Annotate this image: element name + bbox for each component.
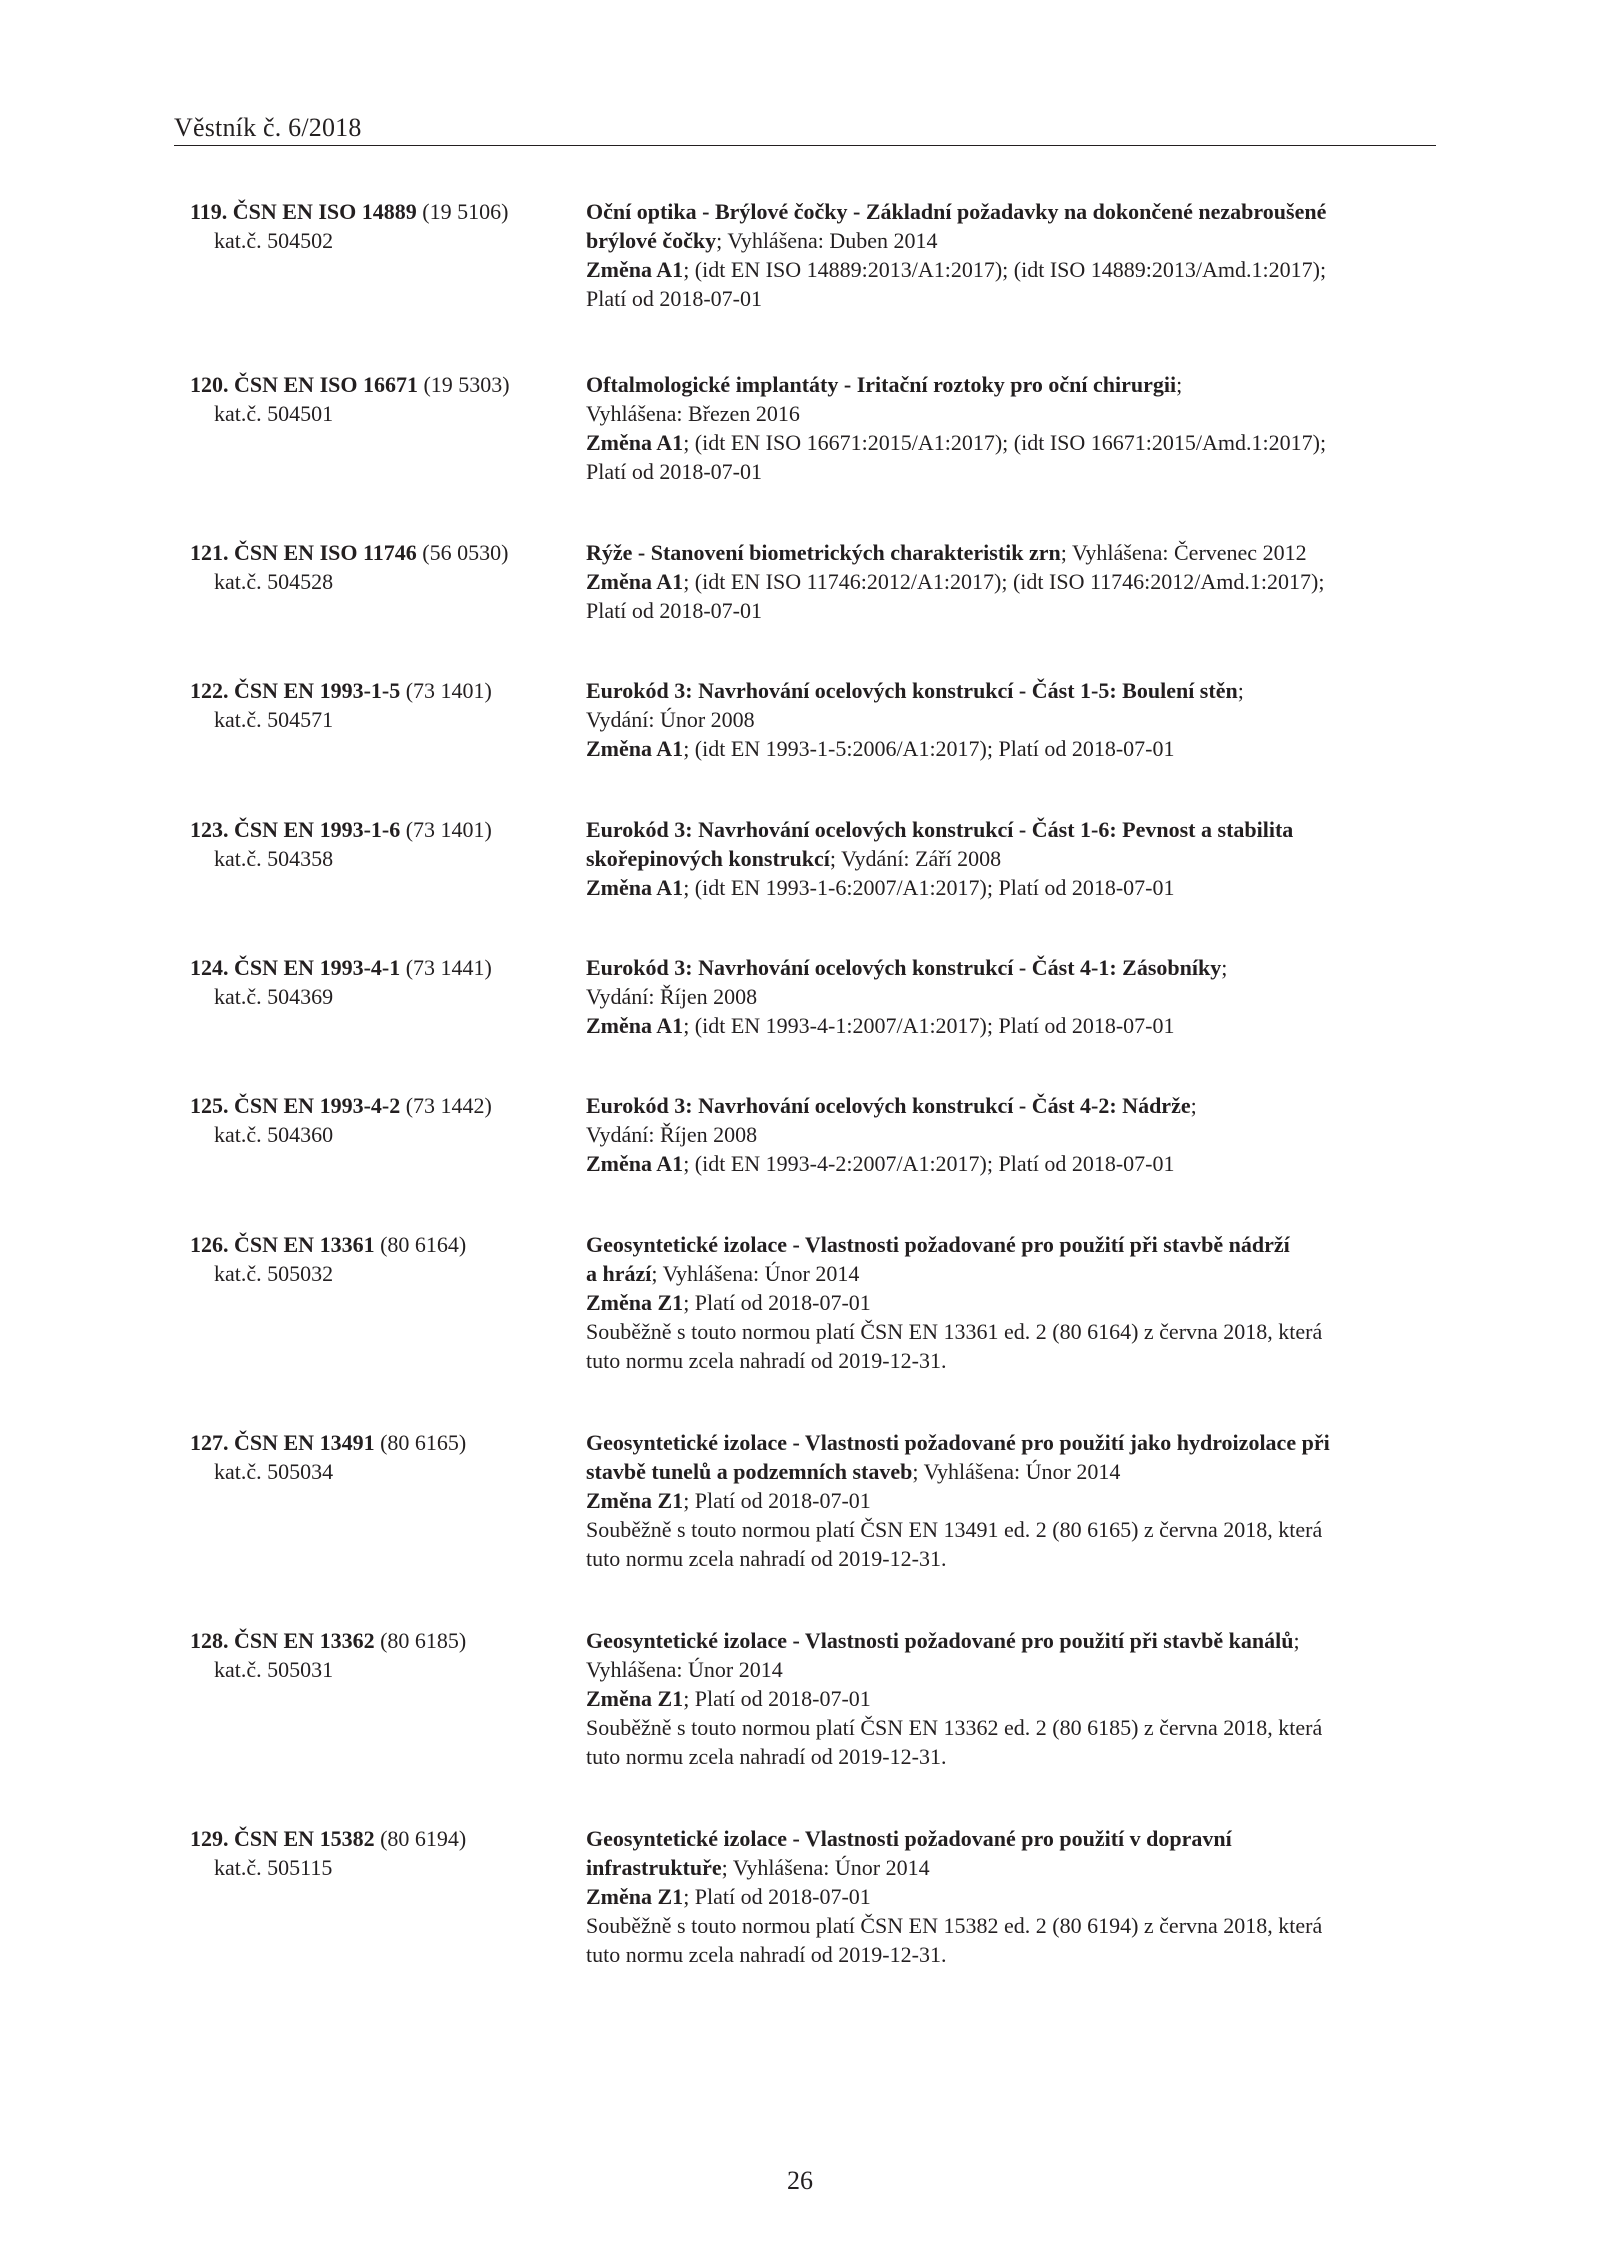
text-segment: Vydání: Říjen 2008 <box>586 984 758 1009</box>
text-segment: Platí od 2018-07-01 <box>586 598 762 623</box>
standard-description <box>586 953 1436 1040</box>
text-segment: ; Platí od 2018-07-01 <box>683 1884 871 1909</box>
bold-segment: Změna Z1 <box>586 1488 684 1513</box>
standard-code: ČSN EN 1993-4-1 <box>234 955 401 980</box>
bold-segment: Změna A1 <box>586 736 684 761</box>
standard-identifier <box>190 953 580 1011</box>
description-line <box>586 457 1436 486</box>
description-line <box>586 1091 1436 1120</box>
description-line <box>586 1120 1436 1149</box>
description-line <box>586 1428 1436 1457</box>
text-segment: ; Vyhlášena: Únor 2014 <box>912 1459 1121 1484</box>
text-segment: ; (idt EN 1993-1-6:2007/A1:2017); Platí od 2018-07-01 <box>683 875 1175 900</box>
bold-segment: Geosyntetické izolace - Vlastnosti požadované pro použití v dopravní <box>586 1826 1232 1851</box>
description-line <box>586 676 1436 705</box>
bulletin-title: Věstník č. 6/2018 <box>174 113 362 142</box>
standard-code-line <box>190 676 580 705</box>
description-line <box>586 1011 1436 1040</box>
entry-number: 127. <box>190 1430 229 1455</box>
text-segment: Souběžně s touto normou platí ČSN EN 13362 ed. 2 (80 6185) z června 2018, která <box>586 1715 1323 1740</box>
bold-segment: Geosyntetické izolace - Vlastnosti požadované pro použití jako hydroizolace při <box>586 1430 1330 1455</box>
text-segment: Platí od 2018-07-01 <box>586 286 762 311</box>
description-line <box>586 1288 1436 1317</box>
standard-description <box>586 676 1436 763</box>
classification-code: (19 5106) <box>422 199 509 224</box>
bold-segment: Eurokód 3: Navrhování ocelových konstrukcí - Část 4-2: Nádrže <box>586 1093 1191 1118</box>
description-line <box>586 1853 1436 1882</box>
description-line <box>586 370 1436 399</box>
text-segment: Souběžně s touto normou platí ČSN EN 15382 ed. 2 (80 6194) z června 2018, která <box>586 1913 1323 1938</box>
description-line <box>586 399 1436 428</box>
classification-code: (73 1401) <box>405 678 492 703</box>
text-segment: Vyhlášena: Březen 2016 <box>586 401 800 426</box>
classification-code: (56 0530) <box>422 540 509 565</box>
bold-segment: Eurokód 3: Navrhování ocelových konstrukcí - Část 4-1: Zásobníky <box>586 955 1222 980</box>
text-segment: Vyhlášena: Únor 2014 <box>586 1657 783 1682</box>
classification-code: (73 1441) <box>405 955 492 980</box>
text-segment: ; (idt EN ISO 11746:2012/A1:2017); (idt ISO 11746:2012/Amd.1:2017); <box>683 569 1325 594</box>
standard-description <box>586 1091 1436 1178</box>
description-line <box>586 873 1436 902</box>
classification-code: (19 5303) <box>423 372 510 397</box>
standard-code: ČSN EN 1993-4-2 <box>234 1093 401 1118</box>
description-line <box>586 734 1436 763</box>
description-line <box>586 705 1436 734</box>
description-line <box>586 1626 1436 1655</box>
description-line <box>586 1655 1436 1684</box>
entry-number: 126. <box>190 1232 229 1257</box>
bold-segment: Geosyntetické izolace - Vlastnosti požadované pro použití při stavbě kanálů <box>586 1628 1294 1653</box>
standard-code: ČSN EN 13361 <box>234 1232 375 1257</box>
bold-segment: Změna A1 <box>586 569 684 594</box>
entry-number: 128. <box>190 1628 229 1653</box>
standard-identifier <box>190 370 580 428</box>
catalog-number: kat.č. 504502 <box>214 228 334 253</box>
standard-code-line <box>190 1091 580 1120</box>
bold-segment: Oftalmologické implantáty - Iritační roztoky pro oční chirurgii <box>586 372 1177 397</box>
standard-code: ČSN EN ISO 16671 <box>234 372 418 397</box>
description-line <box>586 1940 1436 1969</box>
standard-description <box>586 1230 1436 1375</box>
description-line <box>586 1259 1436 1288</box>
bold-segment: brýlové čočky <box>586 228 717 253</box>
standard-code-line <box>190 1230 580 1259</box>
standard-description <box>586 538 1436 625</box>
entry-number: 121. <box>190 540 229 565</box>
standard-code-line <box>190 197 580 226</box>
text-segment: ; Vyhlášena: Únor 2014 <box>721 1855 930 1880</box>
standard-code-line <box>190 1428 580 1457</box>
description-line <box>586 567 1436 596</box>
bold-segment: Změna Z1 <box>586 1290 684 1315</box>
text-segment: ; <box>1221 955 1228 980</box>
text-segment: ; Platí od 2018-07-01 <box>683 1290 871 1315</box>
entry-number: 122. <box>190 678 229 703</box>
text-segment: Vydání: Únor 2008 <box>586 707 755 732</box>
standard-identifier <box>190 197 580 255</box>
classification-code: (73 1401) <box>405 817 492 842</box>
catalog-number: kat.č. 505031 <box>214 1657 334 1682</box>
description-line <box>586 1457 1436 1486</box>
description-line <box>586 428 1436 457</box>
text-segment: ; Vyhlášena: Červenec 2012 <box>1060 540 1307 565</box>
page-number: 26 <box>787 2166 813 2195</box>
text-segment: ; (idt EN ISO 14889:2013/A1:2017); (idt ISO 14889:2013/Amd.1:2017); <box>683 257 1327 282</box>
description-line <box>586 226 1436 255</box>
catalog-number: kat.č. 505115 <box>214 1855 333 1880</box>
description-line <box>586 596 1436 625</box>
text-segment: tuto normu zcela nahradí od 2019-12-31. <box>586 1942 947 1967</box>
standard-code: ČSN EN 15382 <box>234 1826 375 1851</box>
standard-identifier <box>190 538 580 596</box>
text-segment: ; <box>1237 678 1244 703</box>
description-line <box>586 1317 1436 1346</box>
entry-number: 125. <box>190 1093 229 1118</box>
text-segment: tuto normu zcela nahradí od 2019-12-31. <box>586 1744 947 1769</box>
bold-segment: Oční optika - Brýlové čočky - Základní požadavky na dokončené nezabroušené <box>586 199 1327 224</box>
page-header <box>174 113 1436 146</box>
bold-segment: skořepinových konstrukcí <box>586 846 830 871</box>
text-segment: ; <box>1176 372 1183 397</box>
text-segment: ; <box>1293 1628 1300 1653</box>
description-line <box>586 1713 1436 1742</box>
bold-segment: Změna A1 <box>586 875 684 900</box>
standard-code-line <box>190 1626 580 1655</box>
catalog-number: kat.č. 504528 <box>214 569 334 594</box>
standard-description <box>586 197 1436 313</box>
text-segment: ; (idt EN 1993-4-1:2007/A1:2017); Platí od 2018-07-01 <box>683 1013 1175 1038</box>
standard-code: ČSN EN 13491 <box>234 1430 375 1455</box>
text-segment: Platí od 2018-07-01 <box>586 459 762 484</box>
standard-code-line <box>190 1824 580 1853</box>
standard-code-line <box>190 815 580 844</box>
description-line <box>586 844 1436 873</box>
catalog-number: kat.č. 504501 <box>214 401 334 426</box>
description-line <box>586 982 1436 1011</box>
bold-segment: Rýže - Stanovení biometrických charakteristik zrn <box>586 540 1061 565</box>
classification-code: (80 6165) <box>380 1430 467 1455</box>
description-line <box>586 1515 1436 1544</box>
text-segment: ; Platí od 2018-07-01 <box>683 1686 871 1711</box>
catalog-number: kat.č. 505032 <box>214 1261 334 1286</box>
standard-code-line <box>190 538 580 567</box>
text-segment: ; Platí od 2018-07-01 <box>683 1488 871 1513</box>
standard-identifier <box>190 1626 580 1684</box>
entry-number: 120. <box>190 372 229 397</box>
bold-segment: Změna A1 <box>586 1013 684 1038</box>
standard-code-line <box>190 953 580 982</box>
bold-segment: Změna Z1 <box>586 1884 684 1909</box>
classification-code: (80 6194) <box>380 1826 467 1851</box>
bold-segment: Změna A1 <box>586 257 684 282</box>
entry-number: 129. <box>190 1826 229 1851</box>
description-line <box>586 815 1436 844</box>
standard-identifier <box>190 1824 580 1882</box>
description-line <box>586 1544 1436 1573</box>
text-segment: ; Vyhlášena: Únor 2014 <box>651 1261 860 1286</box>
standard-code-line <box>190 370 580 399</box>
catalog-number: kat.č. 504358 <box>214 846 334 871</box>
standard-code: ČSN EN ISO 14889 <box>232 199 417 224</box>
standard-code: ČSN EN 1993-1-6 <box>234 817 401 842</box>
text-segment: ; (idt EN 1993-1-5:2006/A1:2017); Platí od 2018-07-01 <box>683 736 1175 761</box>
entry-number: 123. <box>190 817 229 842</box>
standard-description <box>586 1824 1436 1969</box>
description-line <box>586 1486 1436 1515</box>
text-segment: tuto normu zcela nahradí od 2019-12-31. <box>586 1348 947 1373</box>
text-segment: ; (idt EN ISO 16671:2015/A1:2017); (idt ISO 16671:2015/Amd.1:2017); <box>683 430 1327 455</box>
description-line <box>586 1824 1436 1853</box>
description-line <box>586 197 1436 226</box>
catalog-number: kat.č. 504571 <box>214 707 334 732</box>
description-line <box>586 1149 1436 1178</box>
text-segment: tuto normu zcela nahradí od 2019-12-31. <box>586 1546 947 1571</box>
bold-segment: Eurokód 3: Navrhování ocelových konstrukcí - Část 1-6: Pevnost a stabilita <box>586 817 1294 842</box>
bold-segment: Změna Z1 <box>586 1686 684 1711</box>
description-line <box>586 1882 1436 1911</box>
standard-code: ČSN EN 13362 <box>234 1628 375 1653</box>
standard-code: ČSN EN ISO 11746 <box>234 540 417 565</box>
text-segment: ; Vyhlášena: Duben 2014 <box>716 228 938 253</box>
text-segment: ; Vydání: Září 2008 <box>829 846 1002 871</box>
standard-description <box>586 1428 1436 1573</box>
standard-code: ČSN EN 1993-1-5 <box>234 678 401 703</box>
standard-description <box>586 815 1436 902</box>
bold-segment: a hrází <box>586 1261 652 1286</box>
catalog-number: kat.č. 504369 <box>214 984 334 1009</box>
standard-identifier <box>190 1230 580 1288</box>
standard-description <box>586 370 1436 486</box>
description-line <box>586 1346 1436 1375</box>
standard-identifier <box>190 815 580 873</box>
standard-identifier <box>190 1428 580 1486</box>
description-line <box>586 284 1436 313</box>
description-line <box>586 255 1436 284</box>
text-segment: Souběžně s touto normou platí ČSN EN 13491 ed. 2 (80 6165) z června 2018, která <box>586 1517 1323 1542</box>
description-line <box>586 953 1436 982</box>
standard-description <box>586 1626 1436 1771</box>
description-line <box>586 1911 1436 1940</box>
bold-segment: Změna A1 <box>586 1151 684 1176</box>
standard-identifier <box>190 1091 580 1149</box>
description-line <box>586 1684 1436 1713</box>
bold-segment: Eurokód 3: Navrhování ocelových konstrukcí - Část 1-5: Boulení stěn <box>586 678 1238 703</box>
classification-code: (80 6185) <box>380 1628 467 1653</box>
bold-segment: Změna A1 <box>586 430 684 455</box>
text-segment: Vydání: Říjen 2008 <box>586 1122 758 1147</box>
classification-code: (80 6164) <box>380 1232 467 1257</box>
bold-segment: stavbě tunelů a podzemních staveb <box>586 1459 913 1484</box>
bold-segment: infrastruktuře <box>586 1855 722 1880</box>
text-segment: Souběžně s touto normou platí ČSN EN 13361 ed. 2 (80 6164) z června 2018, která <box>586 1319 1323 1344</box>
description-line <box>586 1230 1436 1259</box>
entry-number: 124. <box>190 955 229 980</box>
text-segment: ; (idt EN 1993-4-2:2007/A1:2017); Platí od 2018-07-01 <box>683 1151 1175 1176</box>
description-line <box>586 538 1436 567</box>
bold-segment: Geosyntetické izolace - Vlastnosti požadované pro použití při stavbě nádrží <box>586 1232 1290 1257</box>
classification-code: (73 1442) <box>405 1093 492 1118</box>
standard-identifier <box>190 676 580 734</box>
entry-number: 119. <box>190 199 228 224</box>
text-segment: ; <box>1190 1093 1197 1118</box>
catalog-number: kat.č. 504360 <box>214 1122 334 1147</box>
description-line <box>586 1742 1436 1771</box>
catalog-number: kat.č. 505034 <box>214 1459 334 1484</box>
